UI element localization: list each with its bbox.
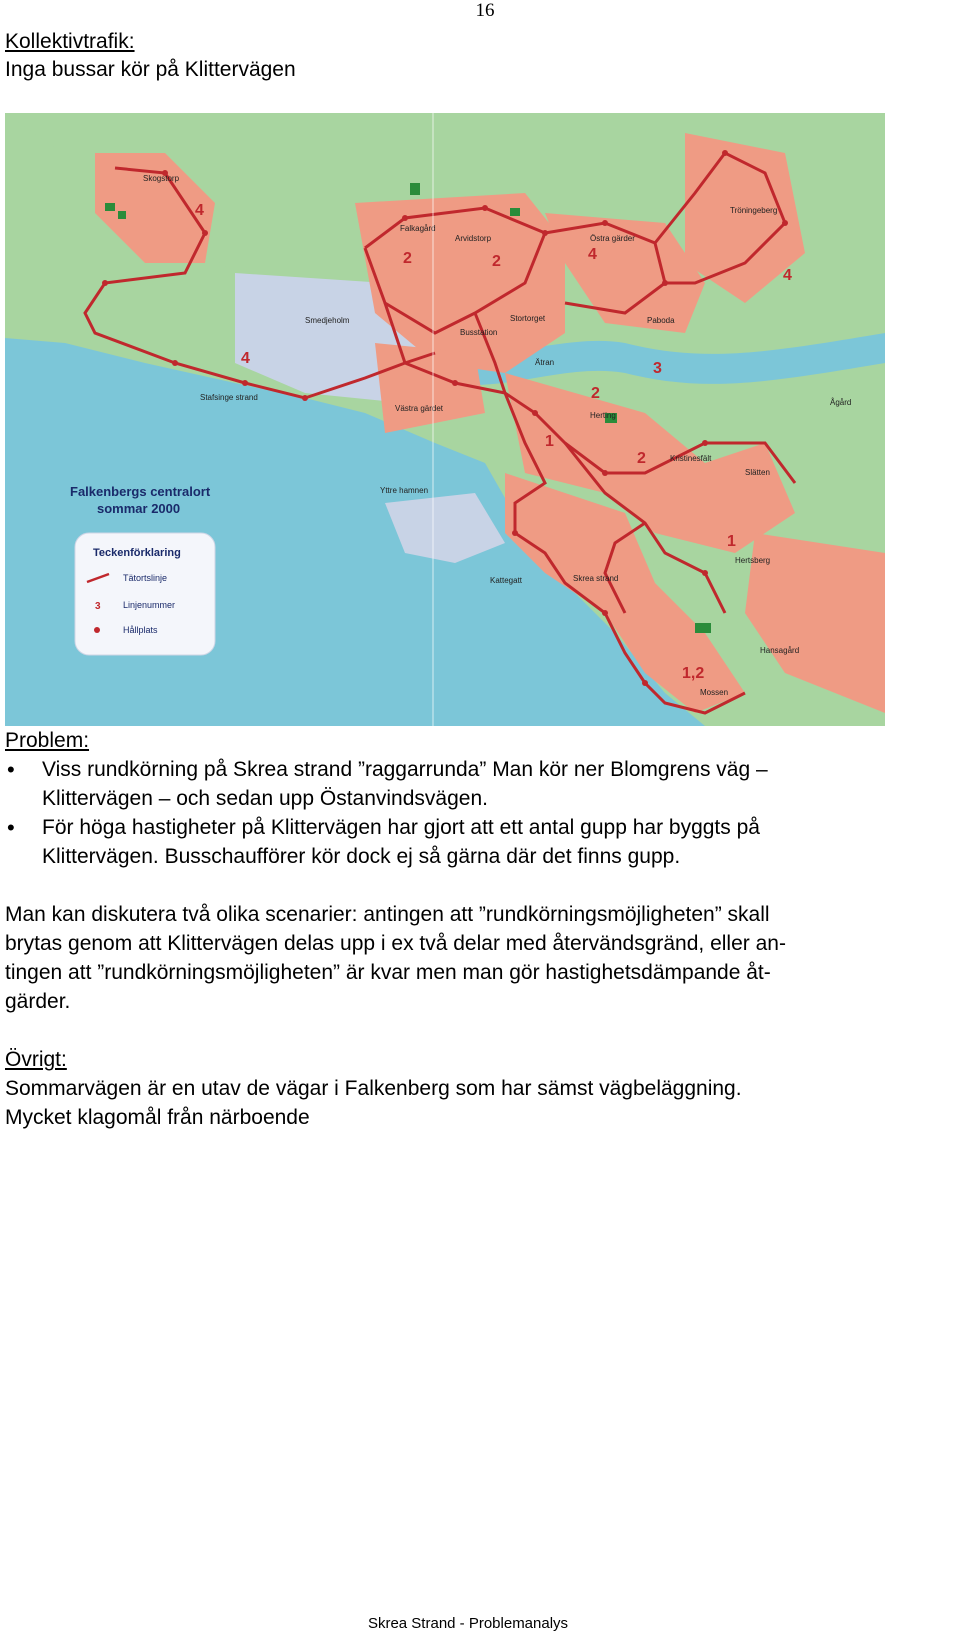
legend-label: Linjenummer [123, 600, 176, 610]
place-skogstorp: Skogstorp [143, 174, 180, 183]
place-stafsinge: Stafsinge strand [200, 393, 258, 402]
transit-heading: Kollektivtrafik: [5, 30, 135, 53]
route-number: 2 [403, 250, 412, 267]
legend-symbol-number: 3 [95, 601, 101, 612]
bus-route-map [5, 113, 885, 726]
discussion-line: brytas genom att Klittervägen delas upp i ex två delar med återvändsgränd, eller an- [5, 932, 786, 955]
page-footer: Skrea Strand - Problemanalys [367, 1615, 569, 1632]
legend-label: Tätortslinje [123, 573, 168, 583]
route-number: 1 [545, 433, 554, 450]
place-smedjeholm: Smedjeholm [305, 316, 350, 325]
discussion-line: tingen att ”rundkörningsmöjligheten” är kvar men man gör hastighetsdämpande åt- [5, 961, 771, 984]
map-title-line1: Falkenbergs centralort [70, 484, 211, 499]
problem-heading: Problem: [5, 729, 90, 752]
place-herting: Herting [590, 411, 616, 420]
place-atran: Ätran [535, 358, 555, 367]
route-number: 1 [727, 533, 736, 550]
page-number: 16 [475, 0, 495, 21]
place-slatten: Slätten [745, 468, 770, 477]
other-line: Mycket klagomål från närboende [5, 1106, 310, 1129]
place-stortorget: Stortorget [510, 314, 546, 323]
route-number: 4 [241, 350, 250, 367]
place-falkagard: Falkagård [400, 224, 436, 233]
route-number: 1,2 [682, 665, 705, 682]
map-graphic [5, 113, 885, 726]
problem-bullet-2-line2: Klittervägen. Busschaufförer kör dock ej så gärna där det finns gupp. [42, 845, 681, 868]
place-paboda: Paboda [647, 316, 675, 325]
route-number: 2 [591, 385, 600, 402]
other-heading: Övrigt: [5, 1048, 67, 1071]
discussion-line: Man kan diskutera två olika scenarier: antingen att ”rundkörningsmöjligheten” skall [5, 903, 770, 926]
map-legend [75, 533, 215, 655]
problem-bullet-1-line2: Klittervägen – och sedan upp Östanvindsvägen. [42, 787, 488, 810]
place-arvidstorp: Arvidstorp [455, 234, 492, 243]
route-number: 2 [637, 450, 646, 467]
place-kattegatt: Kattegatt [490, 576, 523, 585]
route-number: 4 [588, 246, 597, 263]
bullet-dot: • [7, 815, 15, 840]
place-agard: Ågård [830, 398, 852, 407]
other-line: Sommarvägen är en utav de vägar i Falkenberg som har sämst vägbeläggning. [5, 1077, 742, 1100]
place-tronninge: Tröningeberg [730, 206, 778, 215]
place-ostra-garden: Östra gärder [590, 234, 635, 243]
map-title-line2: sommar 2000 [97, 501, 181, 516]
route-number: 2 [492, 253, 501, 270]
transit-text: Inga bussar kör på Klittervägen [5, 58, 296, 81]
place-skrea-strand: Skrea strand [573, 574, 619, 583]
problem-bullet-1-line1: Viss rundkörning på Skrea strand ”raggarrunda” Man kör ner Blomgrens väg – [42, 758, 768, 781]
place-mossen: Mossen [700, 688, 729, 697]
place-kristinesfalt: Kristinesfält [670, 454, 712, 463]
place-hansagard: Hansagård [760, 646, 800, 655]
legend-title: Teckenförklaring [93, 547, 181, 559]
place-busstation: Busstation [460, 328, 498, 337]
legend-label: Hållplats [123, 625, 158, 635]
discussion-line: gärder. [5, 990, 71, 1013]
place-vastra-gardet: Västra gärdet [395, 404, 444, 413]
place-ytre-hamnen: Yttre hamnen [380, 486, 429, 495]
problem-bullet-2-line1: För höga hastigheter på Klittervägen har gjort att ett antal gupp har byggts på [42, 816, 760, 839]
route-number: 4 [195, 202, 204, 219]
route-number: 3 [653, 360, 662, 377]
bullet-dot: • [7, 757, 15, 782]
route-number: 4 [783, 267, 792, 284]
place-hertsberg: Hertsberg [735, 556, 771, 565]
